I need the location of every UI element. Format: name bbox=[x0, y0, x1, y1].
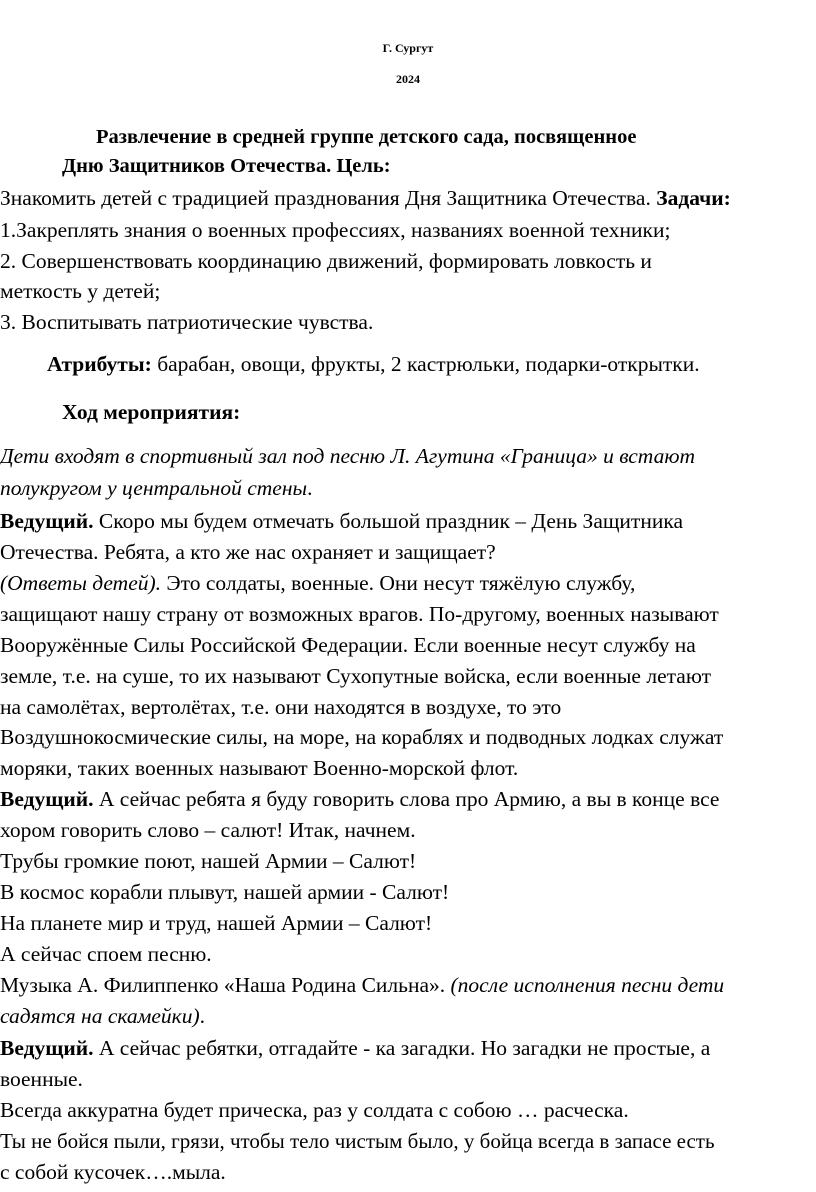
title-dot: . bbox=[326, 155, 337, 177]
riddle-2-continued: с собой кусочек….мыла. bbox=[0, 1160, 226, 1184]
music-note: (после исполнения песни дети bbox=[450, 973, 725, 997]
task-2-continued: меткость у детей; bbox=[0, 279, 161, 303]
host-1-text: Скоро мы будем отмечать большой праздник – День Защитника bbox=[93, 509, 684, 533]
host-1-line-2: Отечества. Ребята, а кто же нас охраняет и защищает? bbox=[0, 540, 496, 564]
event-heading: Ход мероприятия: bbox=[62, 400, 241, 424]
answers-line-1 bbox=[0, 568, 635, 598]
goal-paragraph bbox=[0, 183, 731, 213]
task-3: 3. Воспитывать патриотические чувства. bbox=[0, 310, 374, 334]
music-note-continued: садятся на скамейки) bbox=[0, 1004, 200, 1028]
city-heading: Г. Сургут bbox=[382, 41, 434, 55]
chant-line-2: В космос корабли плывут, нашей армии - Салют! bbox=[0, 880, 450, 904]
year-heading: 2024 bbox=[396, 72, 420, 86]
answers-line-6: Воздушнокосмические силы, на море, на кораблях и подводных лодках служат bbox=[0, 725, 724, 749]
attributes-text: барабан, овощи, фрукты, 2 кастрюльки, подарки-открытки. bbox=[151, 352, 700, 376]
goal-text: Знакомить детей с традицией празднования Дня Защитника Отечества. bbox=[0, 186, 657, 210]
answers-label: (Ответы детей). bbox=[0, 571, 162, 595]
host-3-line-1 bbox=[0, 1033, 710, 1063]
intro-line-2 bbox=[0, 473, 312, 503]
title-holiday: Дню Защитников Отечества bbox=[62, 155, 327, 177]
intro-line-1: Дети входят в спортивный зал под песню Л. Агутина «Граница» и встают bbox=[0, 444, 696, 468]
riddle-1: Всегда аккуратна будет прическа, раз у солдата с собою … расческа. bbox=[0, 1098, 629, 1122]
answers-line-3: Вооружённые Силы Российской Федерации. Если военные несут службу на bbox=[0, 633, 696, 657]
music-line-1 bbox=[0, 970, 724, 1000]
answers-line-7: моряки, таких военных называют Военно-морской флот. bbox=[0, 756, 519, 780]
intro-dot: . bbox=[307, 476, 313, 500]
music-dot: . bbox=[199, 1004, 206, 1028]
intro-line-2-text: полукругом у центральной стены bbox=[0, 476, 308, 500]
answers-text: Это солдаты, военные. Они несут тяжёлую службу, bbox=[161, 571, 636, 595]
task-2: 2. Совершенствовать координацию движений, формировать ловкость и bbox=[0, 249, 652, 273]
title-line-1: Развлечение в средней группе детского сада, посвященное bbox=[96, 126, 637, 148]
attributes-paragraph bbox=[47, 349, 700, 379]
music-line-2 bbox=[0, 1001, 205, 1031]
host-2-text: А сейчас ребята я буду говорить слова про Армию, а вы в конце все bbox=[93, 787, 720, 811]
music-text: Музыка А. Филиппенко «Наша Родина Сильна». bbox=[0, 973, 451, 997]
host-1-line-1 bbox=[0, 506, 683, 536]
host-label: Ведущий. bbox=[0, 1036, 94, 1060]
attributes-label: Атрибуты: bbox=[47, 352, 152, 376]
answers-line-4: земле, т.е. на суше, то их называют Сухопутные войска, если военные летают bbox=[0, 664, 711, 688]
answers-line-2: защищают нашу страну от возможных врагов. По-другому, военных называют bbox=[0, 602, 719, 626]
goal-label: Цель: bbox=[336, 155, 391, 177]
task-1: 1.Закреплять знания о военных профессиях, названиях военной техники; bbox=[0, 218, 671, 242]
host-3-text: А сейчас ребятки, отгадайте - ка загадки. Но загадки не простые, а bbox=[93, 1036, 711, 1060]
chant-line-3: На планете мир и труд, нашей Армии – Салют! bbox=[0, 911, 433, 935]
tasks-label: Задачи: bbox=[656, 186, 731, 210]
answers-line-5: на самолётах, вертолётах, т.е. они находятся в воздухе, то это bbox=[0, 695, 562, 719]
host-label: Ведущий. bbox=[0, 509, 94, 533]
host-label: Ведущий. bbox=[0, 787, 94, 811]
song-line: А сейчас споем песню. bbox=[0, 942, 212, 966]
title-line-2 bbox=[62, 151, 391, 181]
host-3-line-2: военные. bbox=[0, 1067, 83, 1091]
riddle-2: Ты не бойся пыли, грязи, чтобы тело чистым было, у бойца всегда в запасе есть bbox=[0, 1129, 715, 1153]
host-2-line-2: хором говорить слово – салют! Итак, начнем. bbox=[0, 818, 416, 842]
host-2-line-1 bbox=[0, 784, 719, 814]
chant-line-1: Трубы громкие поют, нашей Армии – Салют! bbox=[0, 849, 417, 873]
